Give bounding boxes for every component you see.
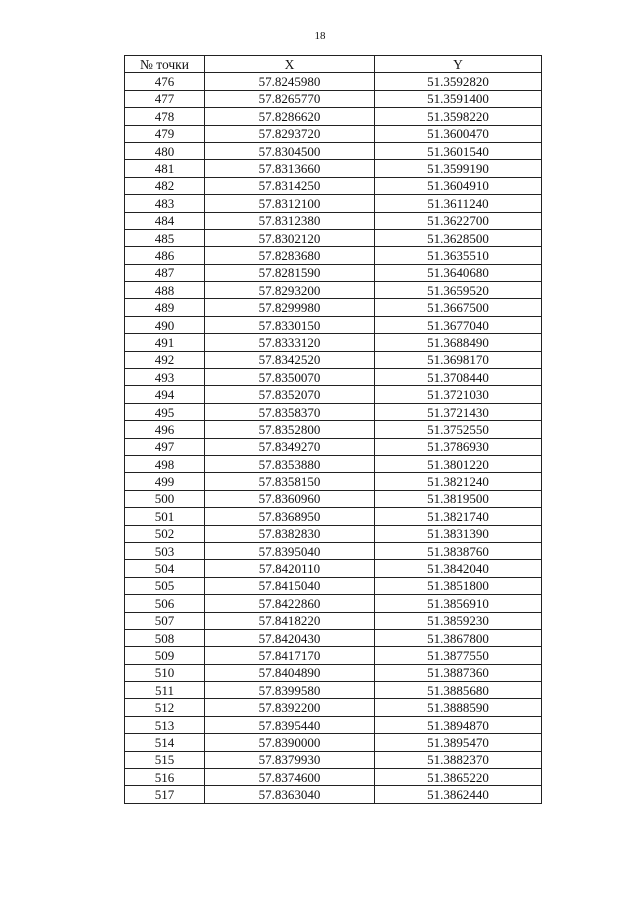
table-row: [125, 699, 542, 716]
cell-x: 57.8286620: [205, 108, 375, 125]
cell-x: 57.8330150: [205, 316, 375, 333]
table-row: [125, 577, 542, 594]
cell-y: 51.3640680: [375, 264, 542, 281]
table-row: [125, 160, 542, 177]
table-row: [125, 334, 542, 351]
cell-point-number: 494: [125, 386, 205, 403]
cell-point-number: 486: [125, 247, 205, 264]
cell-y: 51.3821740: [375, 508, 542, 525]
cell-point-number: 489: [125, 299, 205, 316]
cell-x: 57.8299980: [205, 299, 375, 316]
cell-point-number: 513: [125, 716, 205, 733]
cell-y: 51.3856910: [375, 595, 542, 612]
cell-y: 51.3895470: [375, 734, 542, 751]
cell-point-number: 477: [125, 90, 205, 107]
cell-x: 57.8420110: [205, 560, 375, 577]
cell-x: 57.8395440: [205, 716, 375, 733]
cell-y: 51.3801220: [375, 455, 542, 472]
cell-point-number: 481: [125, 160, 205, 177]
cell-y: 51.3721430: [375, 403, 542, 420]
table-row: [125, 264, 542, 281]
cell-x: 57.8420430: [205, 629, 375, 646]
cell-x: 57.8350070: [205, 369, 375, 386]
header-point-number: № точки: [125, 56, 205, 73]
cell-point-number: 516: [125, 769, 205, 786]
cell-y: 51.3894870: [375, 716, 542, 733]
cell-y: 51.3865220: [375, 769, 542, 786]
cell-x: 57.8283680: [205, 247, 375, 264]
cell-point-number: 509: [125, 647, 205, 664]
cell-point-number: 493: [125, 369, 205, 386]
cell-point-number: 511: [125, 682, 205, 699]
table-row: [125, 786, 542, 803]
cell-point-number: 510: [125, 664, 205, 681]
cell-point-number: 480: [125, 142, 205, 159]
cell-x: 57.8313660: [205, 160, 375, 177]
table-row: [125, 647, 542, 664]
table-row: [125, 369, 542, 386]
cell-point-number: 488: [125, 282, 205, 299]
table-row: [125, 473, 542, 490]
cell-y: 51.3831390: [375, 525, 542, 542]
cell-y: 51.3786930: [375, 438, 542, 455]
cell-y: 51.3698170: [375, 351, 542, 368]
cell-y: 51.3635510: [375, 247, 542, 264]
table-row: [125, 751, 542, 768]
table-row: [125, 108, 542, 125]
cell-x: 57.8353880: [205, 455, 375, 472]
cell-point-number: 503: [125, 542, 205, 559]
cell-y: 51.3598220: [375, 108, 542, 125]
table-row: [125, 612, 542, 629]
cell-x: 57.8368950: [205, 508, 375, 525]
cell-point-number: 483: [125, 195, 205, 212]
cell-point-number: 499: [125, 473, 205, 490]
cell-y: 51.3721030: [375, 386, 542, 403]
cell-point-number: 517: [125, 786, 205, 803]
cell-point-number: 515: [125, 751, 205, 768]
cell-x: 57.8379930: [205, 751, 375, 768]
cell-x: 57.8333120: [205, 334, 375, 351]
cell-x: 57.8415040: [205, 577, 375, 594]
cell-y: 51.3592820: [375, 73, 542, 90]
cell-point-number: 478: [125, 108, 205, 125]
table-row: [125, 177, 542, 194]
table-row: [125, 734, 542, 751]
cell-point-number: 508: [125, 629, 205, 646]
table-row: [125, 229, 542, 246]
table-row: [125, 142, 542, 159]
table-row: [125, 716, 542, 733]
table-row: [125, 542, 542, 559]
header-x: X: [205, 56, 375, 73]
table-row: [125, 664, 542, 681]
coordinates-table: [124, 55, 542, 804]
cell-x: 57.8293720: [205, 125, 375, 142]
cell-x: 57.8382830: [205, 525, 375, 542]
cell-y: 51.3887360: [375, 664, 542, 681]
cell-point-number: 504: [125, 560, 205, 577]
table-row: [125, 212, 542, 229]
cell-point-number: 506: [125, 595, 205, 612]
cell-y: 51.3628500: [375, 229, 542, 246]
cell-y: 51.3708440: [375, 369, 542, 386]
cell-point-number: 492: [125, 351, 205, 368]
table-row: [125, 282, 542, 299]
cell-y: 51.3851800: [375, 577, 542, 594]
table-body: [125, 73, 542, 803]
cell-y: 51.3591400: [375, 90, 542, 107]
cell-y: 51.3659520: [375, 282, 542, 299]
table-row: [125, 525, 542, 542]
table-row: [125, 629, 542, 646]
page-number: 18: [314, 30, 326, 42]
cell-y: 51.3600470: [375, 125, 542, 142]
cell-x: 57.8399580: [205, 682, 375, 699]
cell-x: 57.8352070: [205, 386, 375, 403]
cell-x: 57.8312100: [205, 195, 375, 212]
cell-point-number: 502: [125, 525, 205, 542]
cell-point-number: 496: [125, 421, 205, 438]
cell-x: 57.8392200: [205, 699, 375, 716]
cell-x: 57.8363040: [205, 786, 375, 803]
cell-y: 51.3601540: [375, 142, 542, 159]
cell-x: 57.8245980: [205, 73, 375, 90]
cell-y: 51.3882370: [375, 751, 542, 768]
cell-point-number: 497: [125, 438, 205, 455]
cell-y: 51.3821240: [375, 473, 542, 490]
cell-y: 51.3752550: [375, 421, 542, 438]
table-row: [125, 560, 542, 577]
table-row: [125, 247, 542, 264]
cell-y: 51.3842040: [375, 560, 542, 577]
cell-y: 51.3888590: [375, 699, 542, 716]
table-row: [125, 438, 542, 455]
cell-x: 57.8293200: [205, 282, 375, 299]
table-row: [125, 421, 542, 438]
cell-point-number: 507: [125, 612, 205, 629]
cell-y: 51.3885680: [375, 682, 542, 699]
cell-x: 57.8360960: [205, 490, 375, 507]
table-row: [125, 508, 542, 525]
cell-x: 57.8312380: [205, 212, 375, 229]
cell-y: 51.3688490: [375, 334, 542, 351]
cell-x: 57.8342520: [205, 351, 375, 368]
table-row: [125, 403, 542, 420]
table-row: [125, 195, 542, 212]
cell-y: 51.3599190: [375, 160, 542, 177]
cell-y: 51.3867800: [375, 629, 542, 646]
cell-y: 51.3838760: [375, 542, 542, 559]
table-row: [125, 90, 542, 107]
table-row: [125, 490, 542, 507]
table-row: [125, 351, 542, 368]
cell-x: 57.8265770: [205, 90, 375, 107]
cell-point-number: 484: [125, 212, 205, 229]
cell-point-number: 501: [125, 508, 205, 525]
cell-x: 57.8304500: [205, 142, 375, 159]
table-row: [125, 769, 542, 786]
cell-point-number: 482: [125, 177, 205, 194]
cell-point-number: 512: [125, 699, 205, 716]
cell-point-number: 485: [125, 229, 205, 246]
cell-y: 51.3677040: [375, 316, 542, 333]
cell-point-number: 490: [125, 316, 205, 333]
cell-y: 51.3819500: [375, 490, 542, 507]
cell-y: 51.3622700: [375, 212, 542, 229]
cell-y: 51.3611240: [375, 195, 542, 212]
cell-x: 57.8417170: [205, 647, 375, 664]
table-row: [125, 73, 542, 90]
cell-x: 57.8358150: [205, 473, 375, 490]
cell-point-number: 476: [125, 73, 205, 90]
cell-point-number: 500: [125, 490, 205, 507]
cell-point-number: 514: [125, 734, 205, 751]
cell-x: 57.8349270: [205, 438, 375, 455]
cell-x: 57.8374600: [205, 769, 375, 786]
cell-point-number: 491: [125, 334, 205, 351]
cell-x: 57.8404890: [205, 664, 375, 681]
cell-point-number: 498: [125, 455, 205, 472]
table-header-row: [125, 56, 542, 73]
cell-point-number: 479: [125, 125, 205, 142]
cell-y: 51.3862440: [375, 786, 542, 803]
table-row: [125, 682, 542, 699]
cell-x: 57.8395040: [205, 542, 375, 559]
cell-x: 57.8418220: [205, 612, 375, 629]
cell-x: 57.8358370: [205, 403, 375, 420]
cell-y: 51.3604910: [375, 177, 542, 194]
table-row: [125, 595, 542, 612]
table-row: [125, 316, 542, 333]
cell-x: 57.8314250: [205, 177, 375, 194]
cell-y: 51.3859230: [375, 612, 542, 629]
cell-y: 51.3877550: [375, 647, 542, 664]
table-row: [125, 125, 542, 142]
cell-x: 57.8352800: [205, 421, 375, 438]
cell-y: 51.3667500: [375, 299, 542, 316]
cell-x: 57.8390000: [205, 734, 375, 751]
cell-x: 57.8422860: [205, 595, 375, 612]
table-row: [125, 299, 542, 316]
cell-point-number: 495: [125, 403, 205, 420]
header-y: Y: [375, 56, 542, 73]
table-row: [125, 386, 542, 403]
cell-point-number: 487: [125, 264, 205, 281]
cell-x: 57.8281590: [205, 264, 375, 281]
table-row: [125, 455, 542, 472]
cell-point-number: 505: [125, 577, 205, 594]
cell-x: 57.8302120: [205, 229, 375, 246]
